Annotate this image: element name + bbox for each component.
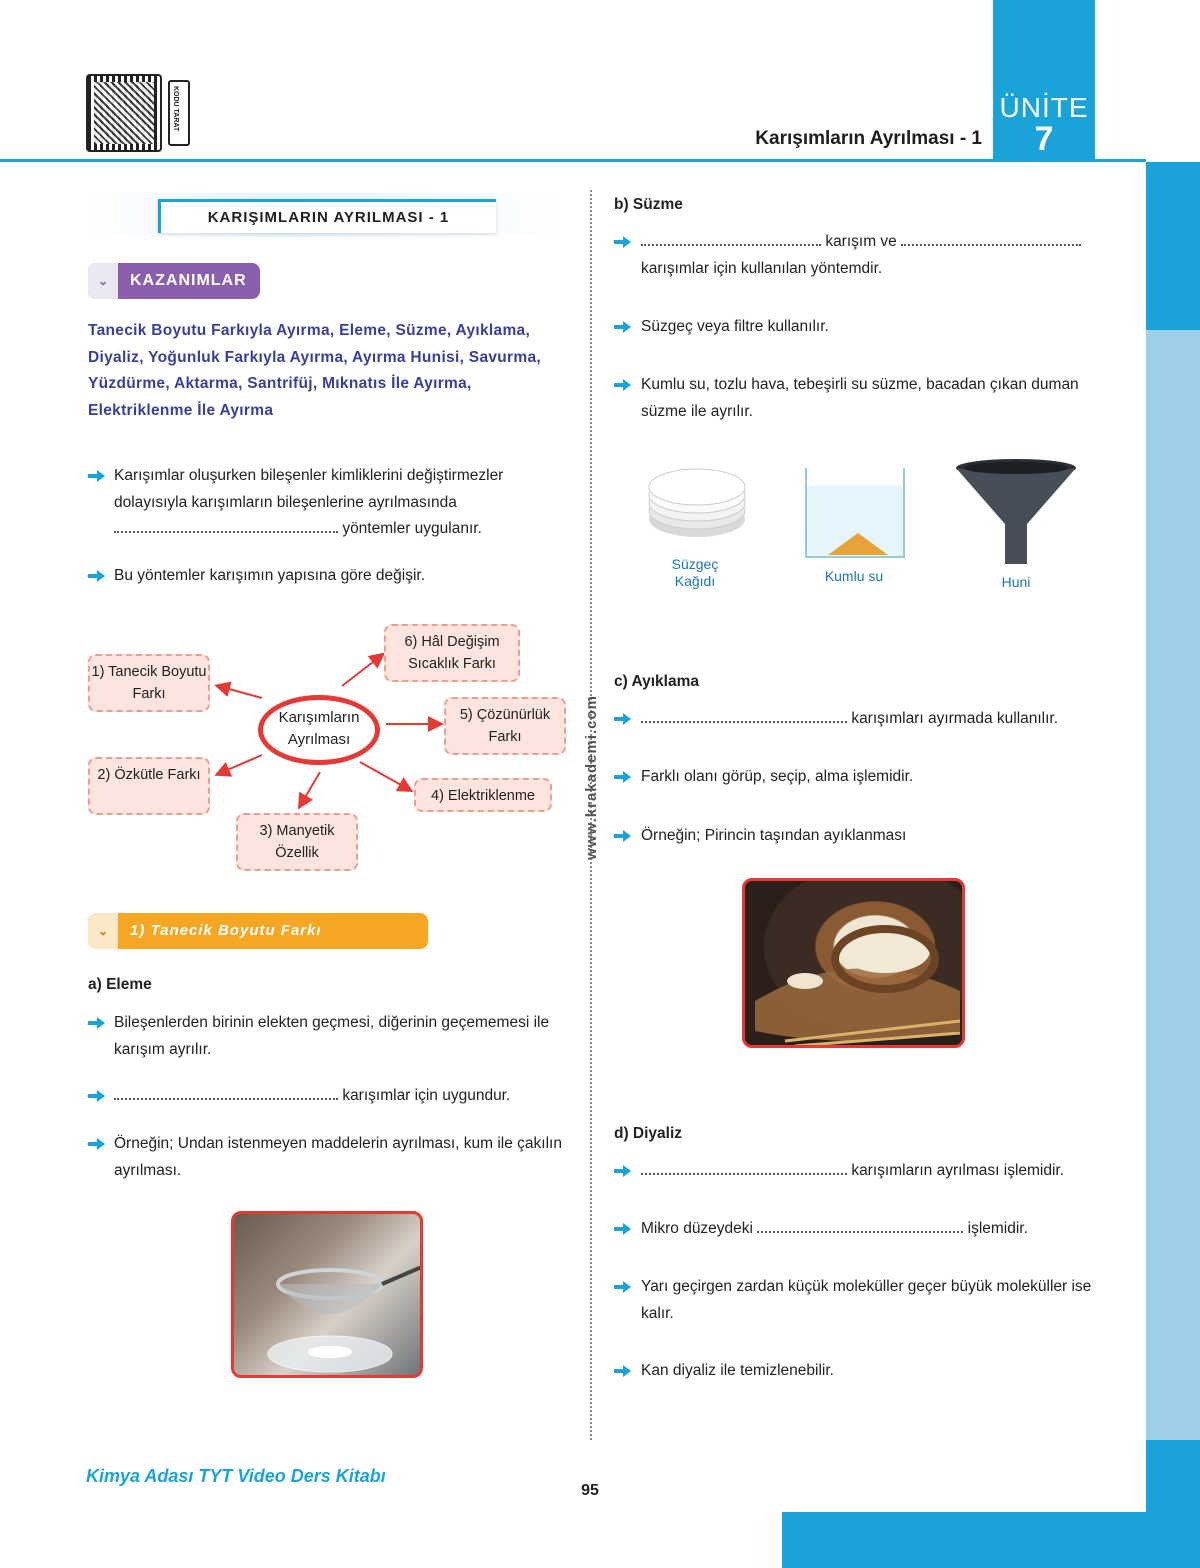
arrow-right-icon	[614, 1222, 632, 1236]
arrow-right-icon	[614, 770, 632, 784]
chevron-down-icon: ⌄	[88, 913, 118, 949]
arrow-right-icon	[88, 1016, 106, 1030]
footer-strip	[782, 1512, 1200, 1568]
diagram-node-1: 1) Tanecik Boyutu Farkı	[88, 654, 210, 712]
arrow-right-icon	[614, 1164, 632, 1178]
arrow-right-icon	[614, 235, 632, 249]
ayiklama-bullet-3: Örneğin; Pirincin taşından ayıklanması	[641, 827, 907, 844]
filter-paper-label: Süzgeç Kağıdı	[671, 556, 719, 589]
eleme-heading: a) Eleme	[88, 976, 152, 993]
diagram-node-2: 2) Özkütle Farkı	[88, 757, 210, 815]
arrow-right-icon	[614, 1280, 632, 1294]
diyaliz-bullet-4: Kan diyaliz ile temizlenebilir.	[641, 1362, 834, 1379]
arrow-right-icon	[614, 829, 632, 843]
watermark: www.krakademi.com	[583, 695, 600, 860]
side-strip-dark	[1146, 162, 1200, 330]
ayiklama-heading: c) Ayıklama	[614, 673, 700, 690]
diyaliz-bullet-3: Yarı geçirgen zardan küçük moleküller geçer büyük moleküller ise kalır.	[641, 1278, 1092, 1322]
filter-paper-icon	[645, 465, 749, 541]
sieve-illustration	[234, 1214, 423, 1378]
page-title: Karışımların Ayrılması - 1	[755, 128, 982, 149]
arrow-right-icon	[88, 1137, 106, 1151]
kazanimlar-header: ⌄ KAZANIMLAR	[88, 263, 260, 299]
suzme-bullet-1: karışım ve karışımlar için kullanılan yöntemdir.	[641, 229, 1103, 282]
suzme-bullet-2: Süzgeç veya filtre kullanılır.	[641, 318, 829, 335]
funnel-icon	[955, 458, 1077, 566]
rice-photo	[742, 878, 965, 1048]
book-title: Kimya Adası TYT Video Ders Kitabı	[86, 1466, 386, 1486]
section-title: KARIŞIMLARIN AYRILMASI - 1	[207, 209, 450, 226]
eleme-bullet-2: karışımlar için uygundur.	[114, 1083, 568, 1110]
arrow-right-icon	[614, 378, 632, 392]
suzme-heading: b) Süzme	[614, 196, 683, 213]
diagram-node-6: 6) Hâl Değişim Sıcaklık Farkı	[384, 624, 520, 682]
diyaliz-bullet-2: Mikro düzeydeki işlemidir.	[641, 1220, 1028, 1237]
diyaliz-bullet-1: karışımların ayrılması işlemidir.	[641, 1158, 1103, 1185]
unit-badge	[993, 0, 1095, 162]
diyaliz-heading: d) Diyaliz	[614, 1125, 683, 1142]
sieve-photo	[231, 1211, 423, 1378]
page-number: 95	[581, 1482, 599, 1499]
eleme-bullet-3: Örneğin; Undan istenmeyen maddelerin ayrılması, kum ile çakılın ayrılması.	[114, 1135, 562, 1179]
arrow-right-icon	[614, 1364, 632, 1378]
tanecik-header: ⌄ 1) Tanecik Boyutu Farkı	[88, 913, 428, 949]
intro-paragraph: Karışımlar oluşurken bileşenler kimliklerini değiştirmezler dolayısıyla karışımların bileşenlerine ayrılmasında yöntemler uygulanır.	[114, 467, 504, 537]
unit-number: 7	[1034, 120, 1054, 158]
diagram-node-4: 4) Elektriklenme	[414, 778, 552, 812]
qr-scan-tag: KODU TARAT	[168, 80, 190, 146]
ayiklama-bullet-2: Farklı olanı görüp, seçip, alma işlemidir.	[641, 768, 914, 785]
suzme-bullet-3: Kumlu su, tozlu hava, tebeşirli su süzme, bacadan çıkan duman süzme ile ayrılır.	[641, 376, 1079, 420]
kazanimlar-text: Tanecik Boyutu Farkıyla Ayırma, Eleme, Süzme, Ayıklama, Diyaliz, Yoğunluk Farkıyla Ayırma, Ayırma Hunisi, Savurma, Yüzdürme, Aktarma, Santrifüj, Mıknatıs İle Ayırma, Elektriklenme İle Ayırma	[88, 322, 541, 419]
chevron-down-icon: ⌄	[88, 263, 118, 299]
intro-bullet: Bu yöntemler karışımın yapısına göre değişir.	[114, 567, 426, 584]
eleme-bullet-1: Bileşenlerden birinin elekten geçmesi, diğerinin geçememesi ile karışım ayrılır.	[114, 1014, 550, 1058]
sand-pile-icon	[828, 533, 888, 555]
unit-label: ÜNİTE	[999, 92, 1089, 123]
funnel-label: Huni	[1001, 574, 1031, 590]
ayiklama-bullet-1: karışımları ayırmada kullanılır.	[641, 706, 1103, 733]
side-strip-bottom	[1146, 1440, 1200, 1520]
side-strip-light	[1146, 330, 1200, 1440]
diagram-center: Karışımların Ayrılması	[258, 695, 380, 765]
arrow-right-icon	[614, 712, 632, 726]
sand-water-label: Kumlu su	[824, 568, 884, 584]
diagram-node-3: 3) Manyetik Özellik	[236, 813, 358, 871]
rice-illustration	[745, 881, 965, 1048]
arrow-right-icon	[614, 320, 632, 334]
arrow-right-icon	[88, 1089, 106, 1103]
diagram-node-5: 5) Çözünürlük Farkı	[444, 697, 566, 755]
